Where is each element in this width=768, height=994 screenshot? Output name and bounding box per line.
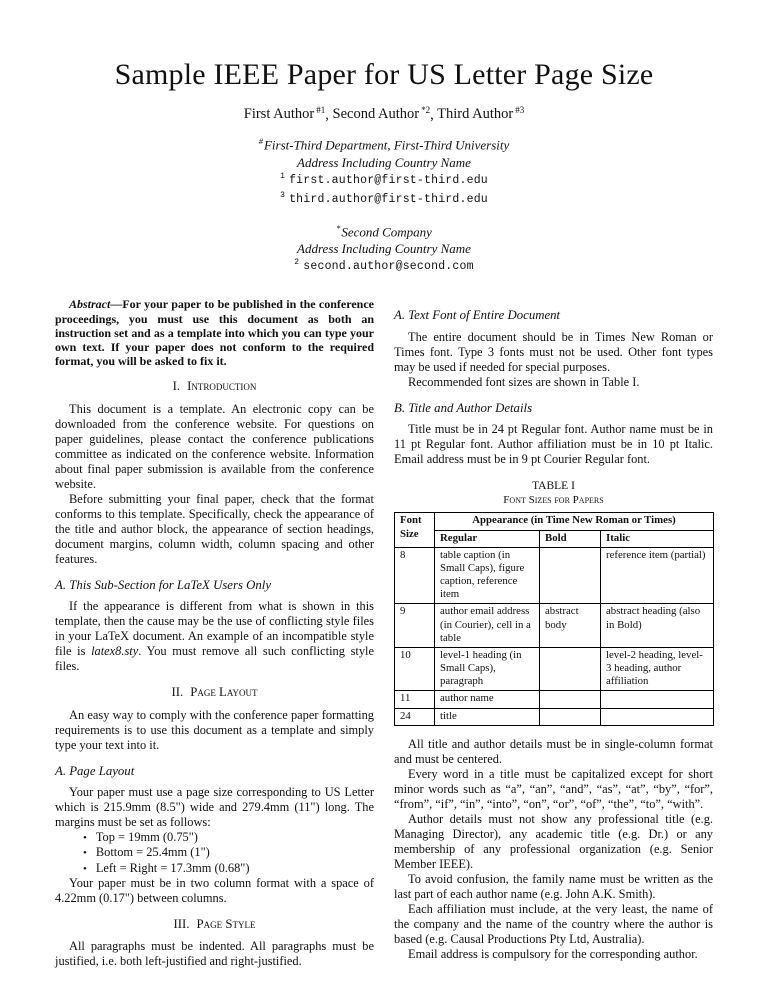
header-cell-italic: Italic xyxy=(601,530,714,547)
column-left xyxy=(55,297,374,969)
table-caption-title: Font Sizes for Papers xyxy=(503,493,604,506)
affiliation-2-org: *Second Company xyxy=(336,222,432,239)
cell-regular: title xyxy=(435,708,540,725)
paragraph: All paragraphs must be indented. All paragraphs must be justified, i.e. both left-justified and right-justified. xyxy=(55,939,374,969)
paragraph: To avoid confusion, the family name must be written as the last part of each author name (e.g. John A.K. Smith). xyxy=(394,871,713,901)
cell-bold: abstract body xyxy=(540,604,601,648)
paragraph: Your paper must use a page size corresponding to US Letter which is 215.9mm (8.5") wide and 279.4mm (11") long. The margins must be set as follows: xyxy=(55,785,374,830)
paragraph: Email address is compulsory for the corresponding author. xyxy=(408,946,698,961)
email-line xyxy=(55,190,713,209)
cell-size: 11 xyxy=(395,691,435,708)
affiliation-2-address: Address Including Country Name xyxy=(297,240,471,256)
section-heading-page-style: III. Page Style xyxy=(173,916,256,931)
list-item: • Bottom = 25.4mm (1") xyxy=(83,845,374,860)
table-row xyxy=(395,647,714,691)
cell-bold xyxy=(540,547,601,604)
list-item: • Left = Right = 17.3mm (0.68") xyxy=(83,861,374,876)
header-cell-appearance: Appearance (in Time New Roman or Times) xyxy=(435,513,714,530)
italic-filename: latex8.sty xyxy=(91,644,139,659)
subsection-heading-text-font: A. Text Font of Entire Document xyxy=(394,308,561,323)
cell-size: 10 xyxy=(395,647,435,691)
email-superscript: 1 xyxy=(280,172,286,182)
paragraph: Title must be in 24 pt Regular font. Author name must be in 11 pt Regular font. Author affiliation must be in 10 pt Italic. Email address must be in 9 pt Courier Regular font. xyxy=(394,422,713,467)
table-header-row xyxy=(395,513,714,530)
abstract-lead: Abstract— xyxy=(69,297,123,312)
author-line xyxy=(55,105,713,124)
table-caption xyxy=(394,479,713,507)
author-separator: , xyxy=(430,106,438,123)
paragraph: Every word in a title must be capitalized except for short minor words such as “a”, “an”, “and”, “as”, “at”, “by”, “for”, “from”, “if”, “in”, “into”, “on”, “or”, “of”, “the”, “to”, “with”. xyxy=(394,766,713,811)
header-cell-font-size: Font Size xyxy=(395,513,435,547)
cell-italic: abstract heading (also in Bold) xyxy=(601,604,714,648)
affiliation-1-superscript: # xyxy=(258,136,263,147)
author-2-superscript: *2 xyxy=(421,104,431,115)
email-line xyxy=(55,171,713,190)
author-3: Third Author $^{\#3}$ xyxy=(437,104,525,123)
margin-bullet-list xyxy=(83,830,374,876)
email-superscript: 2 xyxy=(294,258,300,268)
cell-bold xyxy=(540,691,601,708)
table-caption-label: TABLE I xyxy=(532,480,575,493)
paragraph: Author details must not show any professional title (e.g. Managing Director), any academic title (e.g. Dr.) or any membership of any professional organization (e.g. Senior Member IEEE). xyxy=(394,811,713,871)
font-size-table xyxy=(394,512,714,725)
cell-size: 9 xyxy=(395,604,435,648)
email-line xyxy=(55,257,713,276)
paragraph: The entire document should be in Times New Roman or Times font. Type 3 fonts must not be used. Other font types may be used if needed for special purposes. xyxy=(394,329,713,374)
affiliation-block-1 xyxy=(55,136,713,209)
author-3-superscript: #3 xyxy=(515,104,525,115)
author-2: Second Author $^{*2}$ xyxy=(332,104,431,123)
subsection-heading-page-layout: A. Page Layout xyxy=(55,763,135,778)
author-1: First Author $^{\#1}$ xyxy=(243,104,326,123)
author-1-superscript: #1 xyxy=(316,104,326,115)
email-address: second.author@second.com xyxy=(303,259,474,273)
table-row xyxy=(395,604,714,648)
cell-size: 8 xyxy=(395,547,435,604)
cell-italic xyxy=(601,708,714,725)
paragraph: An easy way to comply with the conference paper formatting requirements is to use this document as a template and simply type your text into it. xyxy=(55,707,374,752)
two-column-body xyxy=(55,297,713,969)
paragraph: Recommended font sizes are shown in Table I. xyxy=(408,374,640,389)
table-row xyxy=(395,708,714,725)
email-address: third.author@first-third.edu xyxy=(289,193,488,207)
section-heading-page-layout: II. Page Layout xyxy=(171,685,258,700)
subsection-heading-title-author: B. Title and Author Details xyxy=(394,400,533,415)
cell-bold xyxy=(540,647,601,691)
subsection-heading-latex-users: A. This Sub-Section for LaTeX Users Only xyxy=(55,577,272,592)
abstract: Abstract—For your paper to be published in the conference proceedings, you must use this document as both an instruction set and as a template into which you can type your own text. If your paper does not conform to the required format, you will be asked to fix it. xyxy=(55,297,374,368)
list-item: • Top = 19mm (0.75") xyxy=(83,830,374,845)
cell-size: 24 xyxy=(395,708,435,725)
author-separator: , xyxy=(325,106,333,123)
paragraph: Before submitting your final paper, check that the format conforms to this template. Specifically, check the appearance of the title and author block, the appearance of section headings, document margins, column width, column spacing and other features. xyxy=(55,491,374,566)
section-heading-introduction: I. Introduction xyxy=(172,379,257,394)
paragraph: All title and author details must be in single-column format and must be centered. xyxy=(394,736,713,766)
paragraph: This document is a template. An electronic copy can be downloaded from the conference website. For questions on paper guidelines, please contact the conference publications committee as indicated on the conference website. Information about final paper submission is available from the conference website. xyxy=(55,401,374,491)
email-address: first.author@first-third.edu xyxy=(289,173,488,187)
paragraph: If the appearance is different from what is shown in this template, then the cause may be the use of conflicting style files in your LaTeX document. An example of an incompatible style file is latex8.sty. You must remove all such conflicting style files. xyxy=(55,599,374,674)
affiliation-block-2 xyxy=(55,223,713,277)
table-subheader-row xyxy=(395,530,714,547)
cell-italic: level-2 heading, level-3 heading, author affiliation xyxy=(601,647,714,691)
paragraph: Each affiliation must include, at the very least, the name of the company and the name of the country where the author is based (e.g. Causal Productions Pty Ltd, Australia). xyxy=(394,901,713,946)
email-superscript: 3 xyxy=(280,191,286,201)
paragraph: Your paper must be in two column format with a space of 4.22mm (0.17") between columns. xyxy=(55,875,374,905)
cell-italic: reference item (partial) xyxy=(601,547,714,604)
table-row xyxy=(395,691,714,708)
affiliation-1-address: Address Including Country Name xyxy=(297,154,471,170)
cell-bold xyxy=(540,708,601,725)
column-right xyxy=(394,297,713,969)
affiliation-2-superscript: * xyxy=(336,222,341,233)
cell-regular: author name xyxy=(435,691,540,708)
table-header xyxy=(395,513,714,547)
cell-regular: table caption (in Small Caps), figure caption, reference item xyxy=(435,547,540,604)
cell-regular: author email address (in Courier), cell in a table xyxy=(435,604,540,648)
cell-regular: level-1 heading (in Small Caps), paragraph xyxy=(435,647,540,691)
header-cell-regular: Regular xyxy=(435,530,540,547)
paper-title: Sample IEEE Paper for US Letter Page Size xyxy=(114,58,654,91)
cell-italic xyxy=(601,691,714,708)
affiliation-1-org: #First-Third Department, First-Third University xyxy=(258,136,510,153)
header-cell-bold: Bold xyxy=(540,530,601,547)
table-row xyxy=(395,547,714,604)
